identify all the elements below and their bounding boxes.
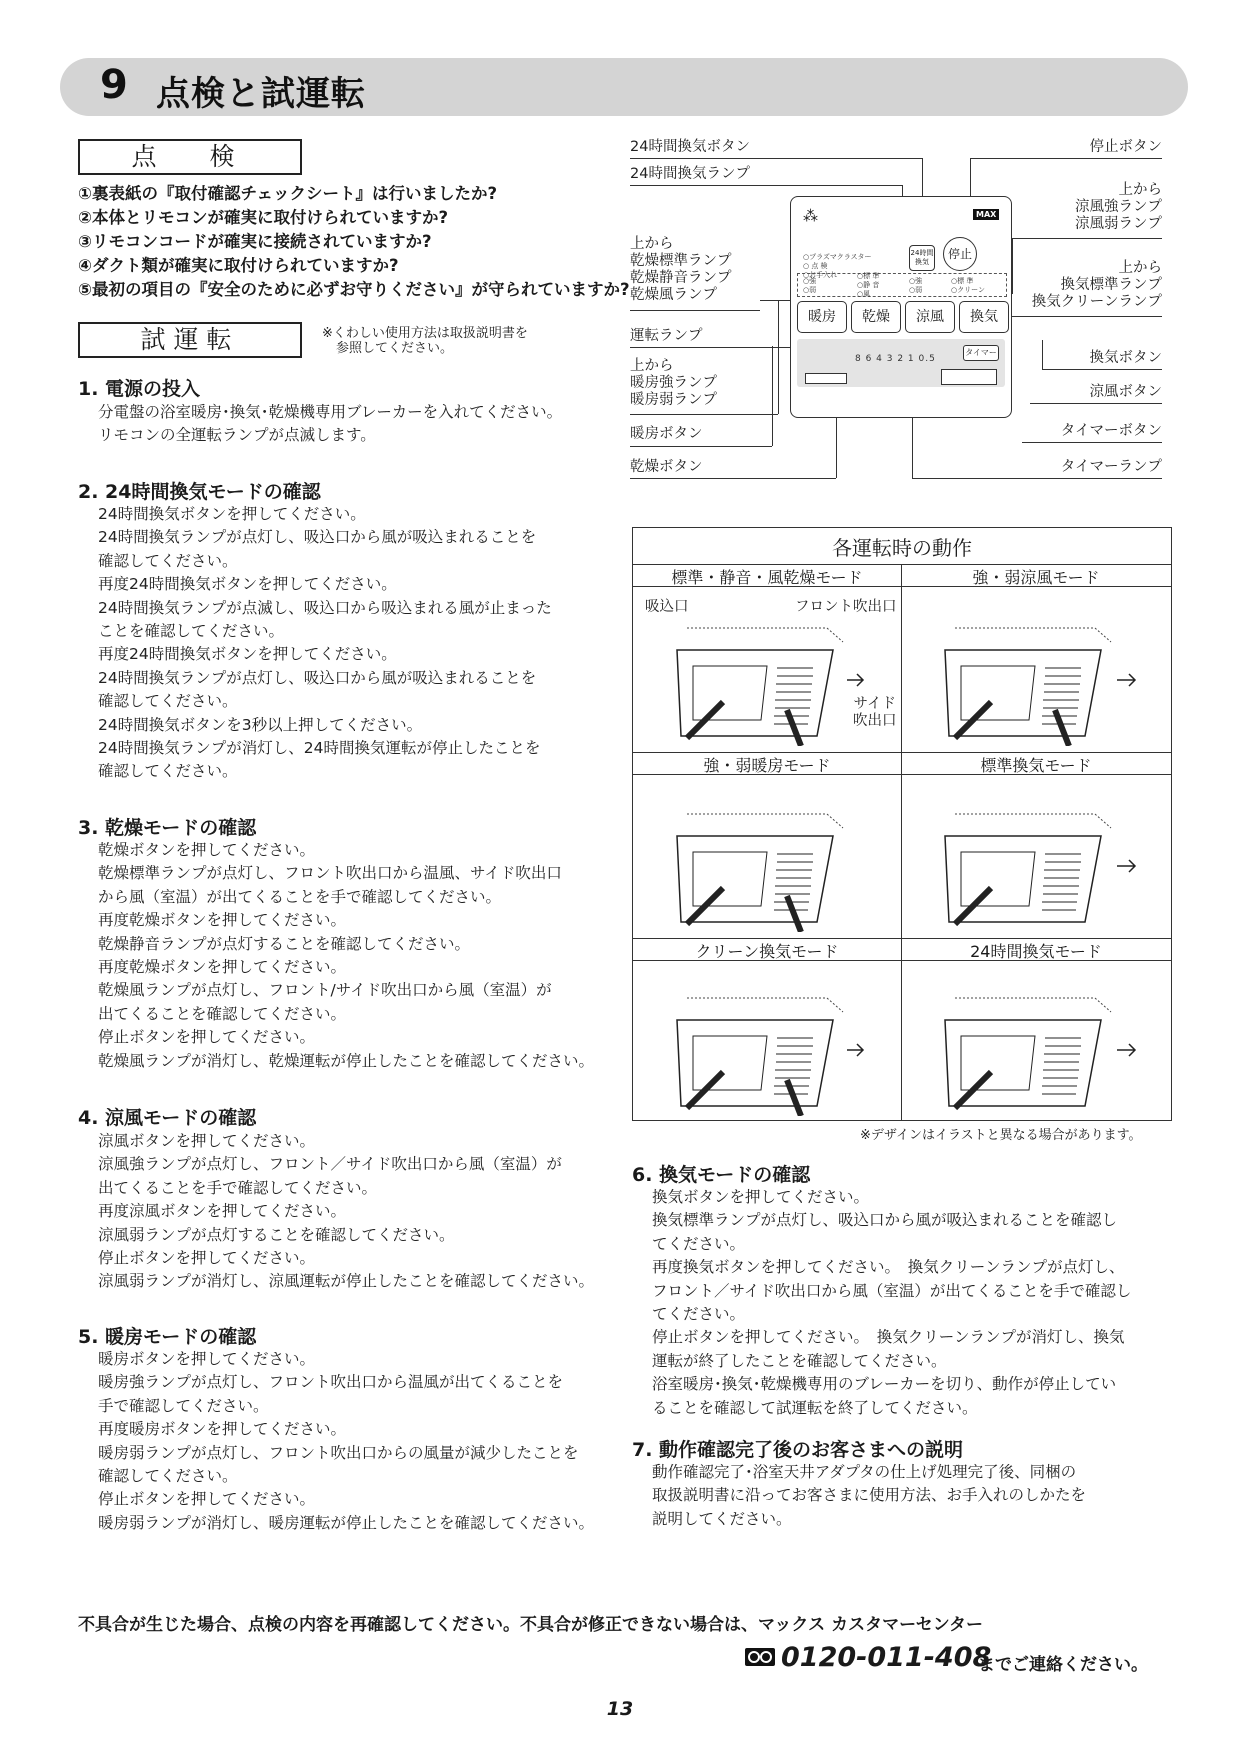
front-outlet-label: フロント吹出口 (795, 599, 897, 615)
body-line: 動作確認完了･浴室天井アダプタの仕上げ処理完了後、同梱の (652, 1463, 1077, 1481)
body-line: 確認してください。 (98, 692, 238, 711)
lamp-text: ○弱 (909, 286, 923, 294)
body-line: 24時間換気ランプが消灯し、24時間換気運転が停止したことを (98, 739, 541, 758)
label-line: 吹出口 (853, 713, 897, 729)
label-heat-lamps (630, 358, 717, 409)
remote-slot (941, 369, 997, 385)
lamp-text: ○静 音 (857, 281, 880, 289)
label-dry-lamps (630, 236, 732, 304)
trial-heading: 試運転 (78, 322, 302, 358)
lamp-text: ○標 準 (857, 272, 880, 280)
lamp-text: ○強 (909, 277, 923, 285)
unit-illustration-dry (667, 620, 867, 746)
body-line: 24時間換気ボタンを押してください。 (98, 505, 366, 523)
label-line: 涼風強ランプ (1075, 199, 1162, 215)
mode-title: 標準換気モード (980, 756, 1092, 775)
leader-line (912, 478, 1162, 479)
body-line: 浴室暖房･換気･乾燥機専用のブレーカーを切り、動作が停止してい (652, 1375, 1117, 1394)
trial-note (322, 326, 528, 356)
body-line: から風（室温）が出てくることを手で確認してください。 (98, 887, 502, 906)
body-line: リモコンの全運転ランプが点滅します。 (98, 426, 376, 445)
checklist-item: ①裏表紙の『取付確認チェックシート』は行いましたか? (78, 184, 498, 203)
inspection-heading: 点 検 (78, 139, 302, 175)
body-line: ることを確認して試運転を終了してください。 (652, 1398, 978, 1417)
leader-line (1030, 403, 1162, 404)
lamp-text: ○標 準 (951, 277, 974, 285)
unit-illustration-clean-vent (667, 990, 867, 1116)
design-note: ※デザインはイラストと異なる場合があります。 (860, 1128, 1142, 1143)
label-run-lamp: 運転ランプ (630, 328, 703, 344)
checklist-item: ③リモコンコードが確実に接続されていますか? (78, 232, 432, 251)
body-line: 暖房強ランプが点灯し、フロント吹出口から温風が出てくることを (98, 1373, 564, 1392)
operation-modes-table (632, 527, 1172, 1121)
section-3-body (98, 839, 594, 1073)
timer-button[interactable]: タイマー (963, 345, 999, 361)
inspection-checklist (78, 182, 630, 302)
label-cool-button: 涼風ボタン (1089, 384, 1162, 400)
section-4-body (98, 1130, 594, 1294)
leader-line (630, 185, 902, 186)
body-line: 取扱説明書に沿ってお客さまに使用方法、お手入れのしかたを (652, 1486, 1087, 1505)
body-line: 停止ボタンを押してください。 (98, 1490, 316, 1509)
stop-button[interactable]: 停止 (943, 237, 977, 271)
section-2-title: 2. 24時間換気モードの確認 (78, 481, 321, 503)
label-line: 乾燥静音ランプ (630, 270, 732, 286)
trial-note-line: 参照してください。 (336, 341, 454, 356)
label-vent-button: 換気ボタン (1089, 350, 1162, 366)
body-line: 暖房弱ランプが消灯し、暖房運転が停止したことを確認してください。 (98, 1513, 595, 1532)
body-line: 再度24時間換気ボタンを押してください。 (98, 645, 397, 664)
label-timer-button: タイマーボタン (1060, 423, 1162, 439)
label-dry-button: 乾燥ボタン (630, 459, 703, 475)
vent-24h-button[interactable]: 24時間換気 (909, 245, 935, 271)
leader-line (630, 347, 790, 348)
dry-lamps (857, 272, 879, 299)
label-line: 涼風弱ランプ (1075, 216, 1162, 232)
lamp-text: ○弱 (803, 286, 817, 294)
body-line: 確認してください。 (98, 551, 238, 570)
mode-title: 標準・静音・風乾燥モード (671, 568, 863, 587)
body-line: 涼風ボタンを押してください。 (98, 1132, 316, 1150)
body-line: 再度換気ボタンを押してください。 換気クリーンランプが点灯し、 (652, 1258, 1125, 1277)
sharp-logo-icon: ⁂ (803, 207, 818, 225)
body-line: 涼風弱ランプが消灯し、涼風運転が停止したことを確認してください。 (98, 1272, 595, 1291)
mode-title: 強・弱涼風モード (972, 568, 1100, 587)
body-line: 再度涼風ボタンを押してください。 (98, 1202, 347, 1221)
trial-note-line: ※くわしい使用方法は取扱説明書を (322, 326, 528, 341)
checklist-item: ⑤最初の項目の『安全のために必ずお守りください』が守られていますか? (78, 280, 630, 299)
section-header-banner (60, 58, 1188, 116)
section-7-title: 7. 動作確認完了後のお客さまへの説明 (632, 1439, 964, 1461)
cool-button[interactable]: 涼風 (905, 301, 955, 333)
body-line: 再度乾燥ボタンを押してください。 (98, 958, 347, 977)
body-line: 出てくることを確認してください。 (98, 1004, 347, 1023)
body-line: 24時間換気ランプが点滅し、吸込口から吸込まれる風が止まった (98, 598, 552, 617)
leader-line (630, 446, 772, 447)
remote-control (790, 196, 1012, 418)
freedial-icon (745, 1648, 775, 1666)
unit-illustration-vent (935, 806, 1145, 932)
label-line: 上から (630, 236, 674, 252)
body-line: てください。 (652, 1305, 746, 1324)
body-line: 暖房ボタンを押してください。 (98, 1350, 316, 1368)
body-line: 説明してください。 (652, 1509, 792, 1528)
body-line: 24時間換気ランプが点灯し、吸込口から風が吸込まれることを (98, 668, 537, 687)
heat-lamps (803, 277, 816, 295)
label-heat-button: 暖房ボタン (630, 426, 703, 442)
label-vent-lamps (1000, 260, 1162, 311)
body-line: 確認してください。 (98, 762, 238, 781)
section-3-title: 3. 乾燥モードの確認 (78, 817, 257, 839)
section-2-body (98, 503, 552, 784)
label-line: 上から (1118, 182, 1162, 198)
label-line: 暖房強ランプ (630, 375, 717, 391)
body-line: 手で確認してください。 (98, 1396, 269, 1415)
vent-button[interactable]: 換気 (959, 301, 1009, 333)
unit-illustration-heat (667, 806, 867, 932)
unit-illustration-cool (935, 620, 1145, 746)
remote-slot (805, 373, 847, 384)
leader-line (630, 414, 778, 415)
leader-line (1012, 238, 1162, 239)
leader-line (1042, 369, 1162, 370)
cool-lamps (909, 277, 922, 295)
leader-line (970, 158, 1162, 159)
body-line: 24時間換気ランプが点灯し、吸込口から風が吸込まれることを (98, 528, 537, 547)
section-5-title: 5. 暖房モードの確認 (78, 1326, 257, 1348)
label-24h-vent-button: 24時間換気ボタン (630, 139, 750, 155)
body-line: 乾燥静音ランプが点灯することを確認してください。 (98, 934, 471, 953)
label-cool-lamps (1000, 182, 1162, 233)
leader-line (772, 346, 773, 446)
body-line: 乾燥ボタンを押してください。 (98, 841, 316, 859)
label-24h-vent-lamp: 24時間換気ランプ (630, 166, 750, 182)
heat-button[interactable]: 暖房 (797, 301, 847, 333)
section-1-body (98, 401, 562, 448)
label-line: 上から (1118, 260, 1162, 276)
section-6-title: 6. 換気モードの確認 (632, 1164, 811, 1186)
table-rule (901, 564, 902, 1120)
lamp-text: ○クリーン (951, 286, 985, 294)
body-line: 確認してください。 (98, 1467, 238, 1486)
body-line: 停止ボタンを押してください。 (98, 1028, 316, 1047)
body-line: 乾燥標準ランプが点灯し、フロント吹出口から温風、サイド吹出口 (98, 864, 562, 883)
body-line: てください。 (652, 1234, 746, 1253)
body-line: 分電盤の浴室暖房･換気･乾燥機専用ブレーカーを入れてください。 (98, 403, 563, 421)
body-line: 出てくることを手で確認してください。 (98, 1178, 378, 1197)
label-line: 乾燥風ランプ (630, 287, 717, 303)
body-line: 涼風弱ランプが点灯することを確認してください。 (98, 1225, 455, 1244)
checklist-item: ②本体とリモコンが確実に取付けられていますか? (78, 208, 449, 227)
leader-line (1010, 316, 1162, 317)
label-line: 乾燥標準ランプ (630, 253, 732, 269)
timer-lamp-row: 8 6 4 3 2 1 0.5 (855, 354, 936, 364)
vent-lamps (951, 277, 985, 295)
section-1-title: 1. 電源の投入 (78, 378, 201, 400)
intake-label: 吸込口 (645, 599, 689, 615)
mode-title: 強・弱暖房モード (703, 756, 831, 775)
leader-line (1042, 340, 1043, 369)
section-6-body (652, 1186, 1131, 1420)
body-line: 停止ボタンを押してください。 (98, 1249, 316, 1268)
checklist-item: ④ダクト類が確実に取付けられていますか? (78, 256, 399, 275)
leader-line (630, 158, 922, 159)
body-line: 換気標準ランプが点灯し、吸込口から風が吸込まれることを確認し (652, 1211, 1118, 1230)
leader-line (1022, 442, 1162, 443)
footer-notice: 不具合が生じた場合、点検の内容を再確認してください。不具合が修正できない場合は、マックス カスタマーセンター (78, 1615, 984, 1635)
section-5-body (98, 1348, 594, 1535)
phone-number: 0120-011-408 (781, 1642, 992, 1673)
lamp-text: ○プラズマクラスター (803, 253, 872, 261)
label-line: 暖房弱ランプ (630, 392, 717, 408)
dry-button[interactable]: 乾燥 (851, 301, 901, 333)
label-line: 換気クリーンランプ (1031, 294, 1162, 310)
body-line: 24時間換気ボタンを3秒以上押してください。 (98, 715, 423, 734)
leader-line (778, 300, 779, 414)
body-line: 換気ボタンを押してください。 (652, 1188, 870, 1206)
lamp-text: ○ 点 検 (803, 262, 828, 270)
unit-illustration-24h-vent (935, 990, 1145, 1116)
label-timer-lamp: タイマーランプ (1060, 459, 1162, 475)
lamp-text: ○風 (857, 290, 871, 298)
body-line: 乾燥風ランプが点灯し、フロント/サイド吹出口から風（室温）が (98, 981, 552, 1000)
section-7-body (652, 1461, 1086, 1531)
page-number: 13 (606, 1698, 634, 1720)
section-4-title: 4. 涼風モードの確認 (78, 1107, 257, 1129)
contact-suffix: までご連絡ください。 (978, 1655, 1148, 1675)
label-line: 上から (630, 358, 674, 374)
leader-line (630, 478, 836, 479)
body-line: 停止ボタンを押してください。 換気クリーンランプが消灯し、換気 (652, 1328, 1125, 1347)
operation-table-title: 各運転時の動作 (832, 536, 972, 560)
body-line: 乾燥風ランプが消灯し、乾燥運転が停止したことを確認してください。 (98, 1051, 595, 1070)
leader-line (630, 310, 760, 311)
mode-title: 24時間換気モード (970, 942, 1102, 961)
body-line: 暖房弱ランプが点灯し、フロント吹出口からの風量が減少したことを (98, 1443, 579, 1462)
body-line: 涼風強ランプが点灯し、フロント／サイド吹出口から風（室温）が (98, 1155, 562, 1174)
lamp-text: ○強 (803, 277, 817, 285)
body-line: 再度乾燥ボタンを押してください。 (98, 911, 347, 930)
label-stop-button: 停止ボタン (1089, 139, 1162, 155)
label-line: サイド (853, 696, 896, 712)
section-title: 点検と試運転 (156, 74, 366, 114)
body-line: 再度暖房ボタンを押してください。 (98, 1420, 347, 1439)
lamp-text: ○お手入れ (803, 271, 838, 279)
body-line: フロント／サイド吹出口から風（室温）が出てくることを手で確認し (652, 1281, 1132, 1300)
mode-title: クリーン換気モード (695, 942, 839, 961)
body-line: 運転が終了したことを確認してください。 (652, 1351, 947, 1370)
label-line: 換気標準ランプ (1060, 277, 1162, 293)
body-line: 再度24時間換気ボタンを押してください。 (98, 575, 397, 594)
section-number: 9 (100, 62, 128, 108)
body-line: ことを確認してください。 (98, 622, 285, 641)
max-badge: MAX (973, 209, 999, 220)
